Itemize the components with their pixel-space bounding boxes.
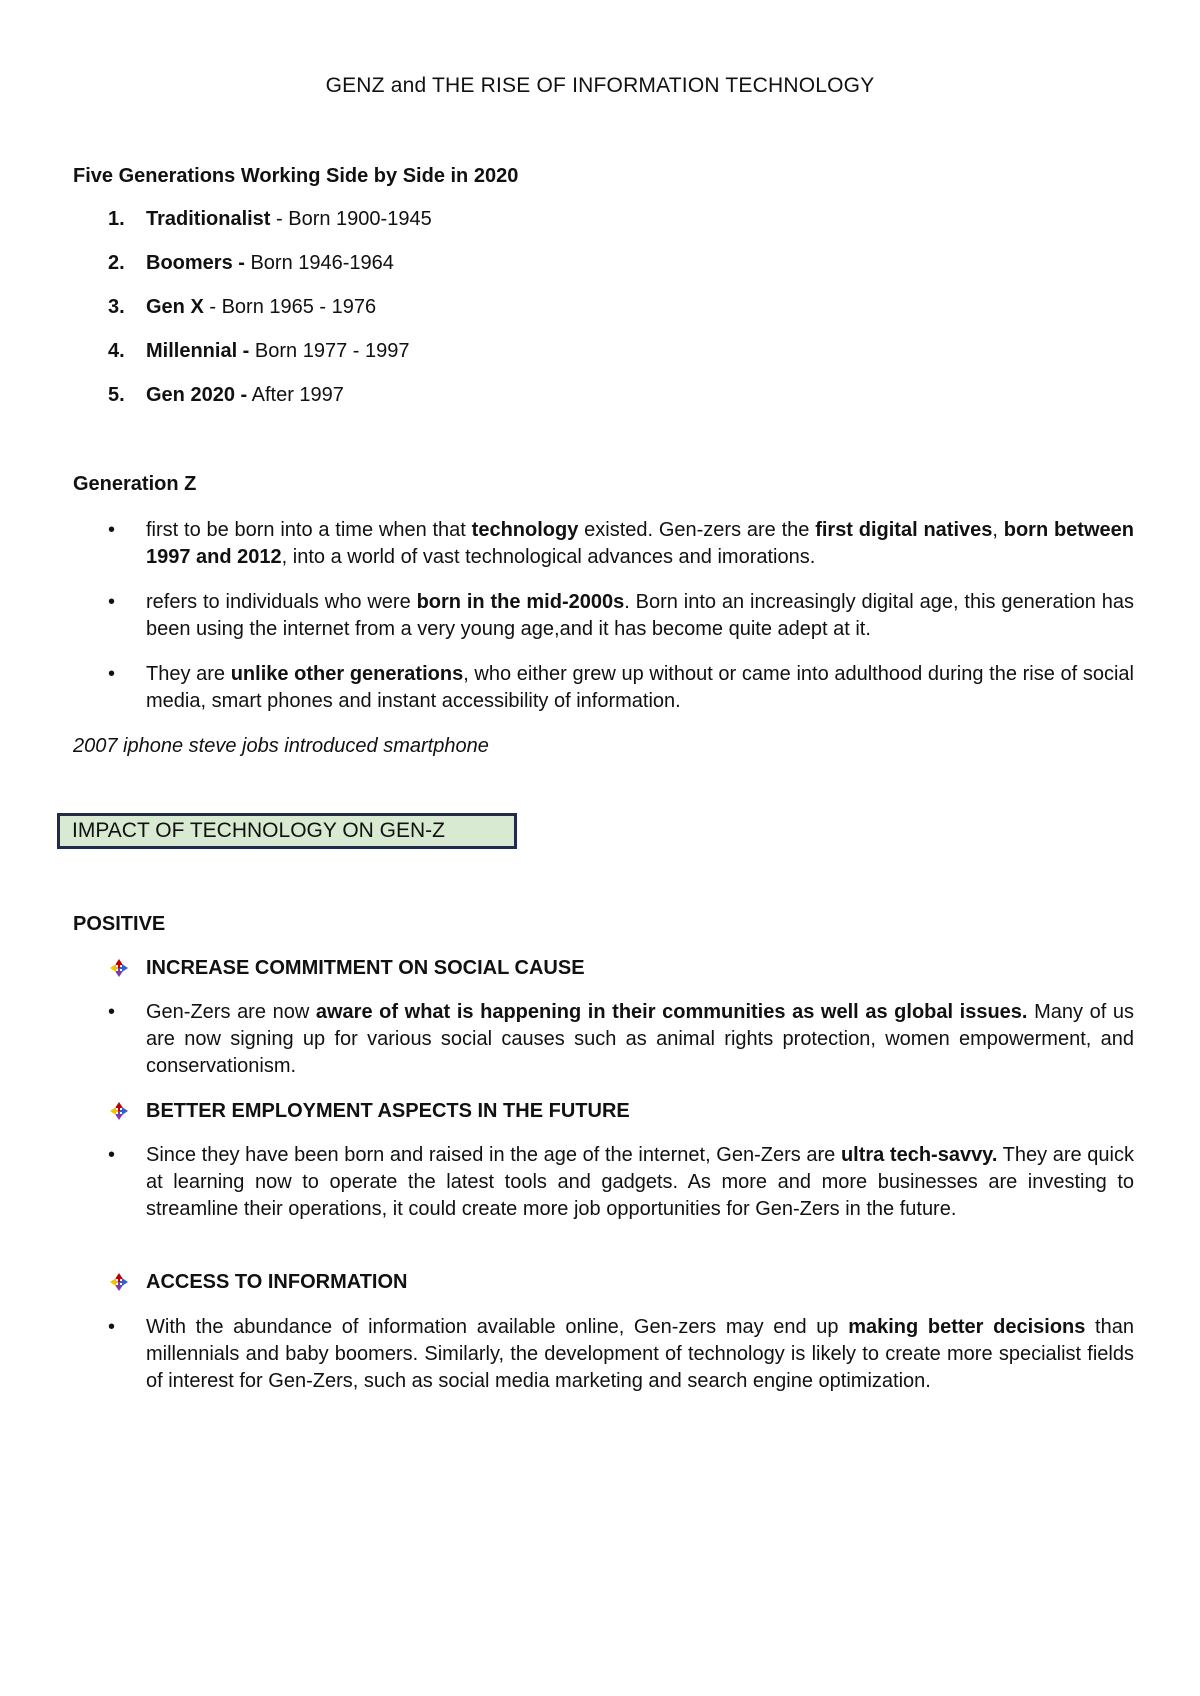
text-run: , into a world of vast technological advances and imorations. [281,546,816,568]
bold-run: unlike other generations [230,663,464,685]
impact-point-2-text [146,1142,1134,1223]
impact-point-3-text [146,1314,1134,1395]
bullet-icon: • [108,1316,116,1338]
bold-run: making better decisions [848,1316,1086,1338]
genz-bullet-3 [146,661,1134,715]
generation-name: Gen X [146,296,204,318]
four-color-arrow-icon [108,957,130,979]
positive-heading: POSITIVE [73,913,166,935]
four-color-arrow-icon [108,1271,130,1293]
generation-z-heading: Generation Z [73,473,197,495]
generation-name: Boomers - [146,252,245,274]
generation-years: After 1997 [247,384,344,406]
list-number: 1. [108,208,125,230]
bullet-icon: • [108,663,116,685]
bullet-icon: • [108,1001,116,1023]
generation-years: - Born 1965 - 1976 [203,296,377,318]
list-number: 3. [108,296,125,318]
text-run: , [992,519,1004,541]
generation-years: Born 1946-1964 [244,252,394,274]
bullet-icon: • [108,1144,116,1166]
text-run: With the abundance of information available online, Gen-zers may end up [146,1316,849,1338]
generation-name: Millennial - [146,340,250,362]
text-run: Many of us are now signing up for various social causes such as animal rights protection, women empowerment, and conservationism. [146,1001,1134,1077]
list-number: 2. [108,252,125,274]
text-run: They are quick at learning now to operate the latest tools and gadgets. As more and more businesses are investing to streamline their operations, it could create more job opportunities for Gen-Zers in the future. [146,1144,1134,1220]
bullet-icon: • [108,591,116,613]
text-run: Gen-Zers are now [146,1001,316,1023]
generation-name: Traditionalist [146,208,271,230]
bold-run: ultra tech-savvy. [840,1144,998,1166]
impact-point-1-text [146,999,1134,1080]
document-title: GENZ and THE RISE OF INFORMATION TECHNOLOGY [325,74,875,97]
list-number: 4. [108,340,125,362]
list-number: 5. [108,384,125,406]
bold-run: first digital natives [815,519,993,541]
bold-run: aware of what is happening in their communities as well as global issues. [315,1001,1028,1023]
genz-bullet-1 [146,517,1134,571]
generations-heading: Five Generations Working Side by Side in 2020 [73,165,519,187]
text-run: refers to individuals who were [146,591,417,613]
point-heading: ACCESS TO INFORMATION [146,1271,408,1293]
text-run: Since they have been born and raised in the age of the internet, Gen-Zers are [146,1144,841,1166]
bold-run: born in the mid-2000s [416,591,625,613]
text-run: , who either grew up without or came into adulthood during the rise of social media, smart phones and instant accessibility of information. [146,663,1134,712]
point-heading: BETTER EMPLOYMENT ASPECTS IN THE FUTURE [146,1100,630,1122]
genz-bullet-2 [146,589,1134,643]
bold-run: born between 1997 and 2012 [146,519,1134,568]
bullet-icon: • [108,519,116,541]
generation-years: Born 1977 - 1997 [249,340,410,362]
generation-years: - Born 1900-1945 [270,208,432,230]
smartphone-note: 2007 iphone steve jobs introduced smartphone [73,735,489,757]
bold-run: technology [471,519,579,541]
text-run: first to be born into a time when that [146,519,472,541]
four-color-arrow-icon [108,1100,130,1122]
text-run: . Born into an increasingly digital age, this generation has been using the internet from a very young age,and it has become quite adept at it. [146,591,1135,640]
text-run: existed. Gen-zers are the [578,519,816,541]
text-run: than millennials and baby boomers. Similarly, the development of technology is likely to create more specialist fields of interest for Gen-Zers, such as social media marketing and search engine optimization. [146,1316,1134,1392]
impact-heading-box: IMPACT OF TECHNOLOGY ON GEN-Z [57,813,517,849]
generation-name: Gen 2020 - [146,384,248,406]
text-run: They are [146,663,231,685]
point-heading: INCREASE COMMITMENT ON SOCIAL CAUSE [146,957,585,979]
